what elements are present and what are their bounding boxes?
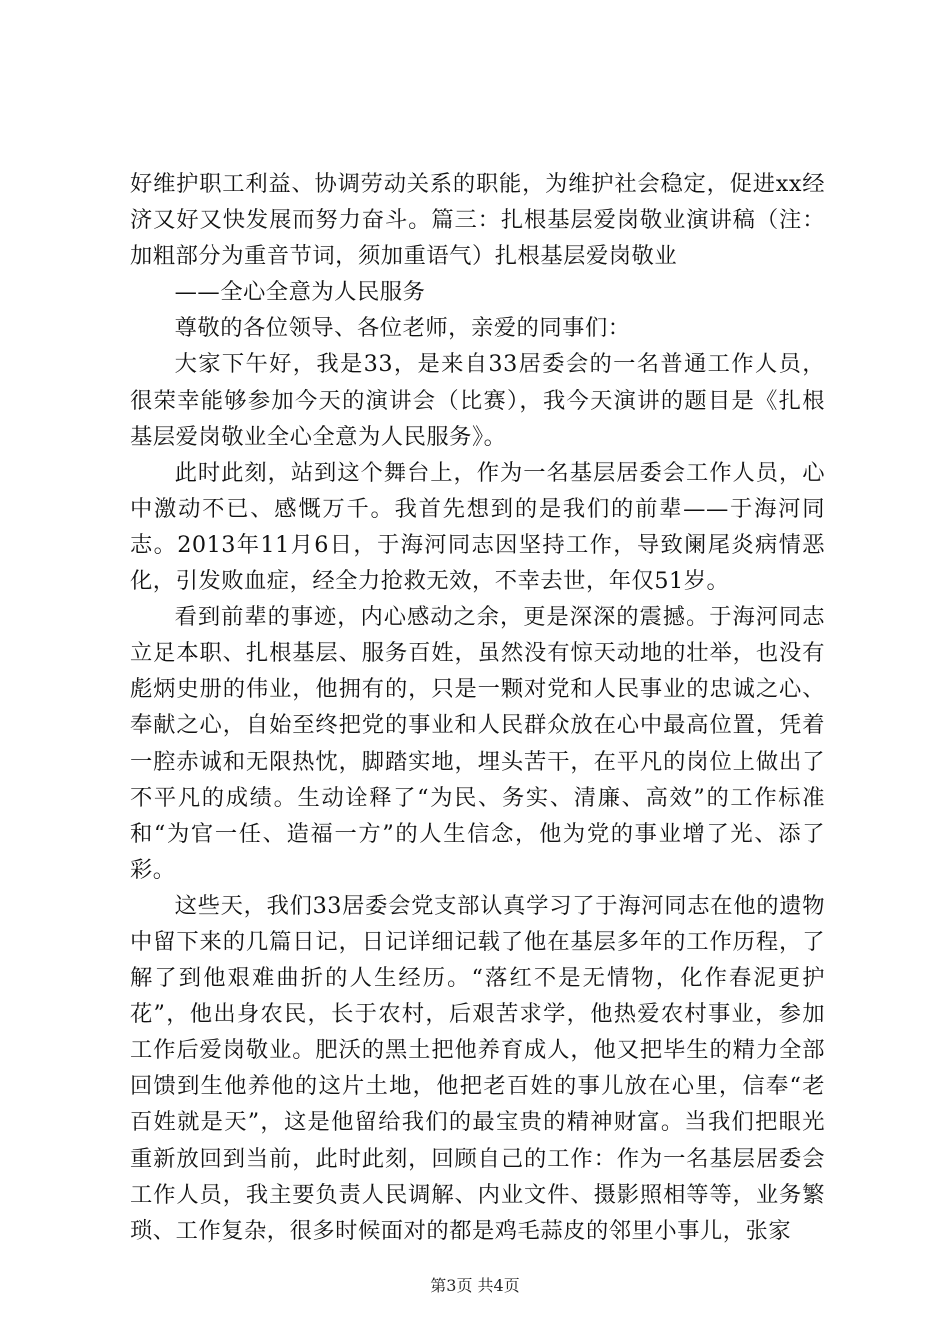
page-number-footer: 第3页 共4页 [430, 1276, 520, 1295]
paragraph: 此时此刻，站到这个舞台上，作为一名基层居委会工作人员，心中激动不已、感慨万千。我首先想到的是我们的前辈——于海河同志。2013年11月6日，于海河同志因坚持工作，导致阑尾炎病情恶化，引发败血症，经全力抢救无效，不幸去世，年仅51岁。 [130, 459, 825, 595]
paragraph: 这些天，我们33居委会党支部认真学习了于海河同志在他的遗物中留下来的几篇日记，日记详细记载了他在基层多年的工作历程，了解了到他艰难曲折的人生经历。“落红不是无情物，化作春泥更护花”，他出身农民，长于农村，后艰苦求学，他热爱农村事业，参加工作后爱岗敬业。肥沃的黑土把他养育成人，他又把毕生的精力全部回馈到生他养他的这片土地，他把老百姓的事儿放在心里，信奉“老百姓就是天”，这是他留给我们的最宝贵的精神财富。当我们把眼光重新放回到当前，此时此刻，回顾自己的工作：作为一名基层居委会工作人员，我主要负责人民调解、内业文件、摄影照相等等，业务繁琐、工作复杂，很多时候面对的都是鸡毛蒜皮的邻里小事儿，张家 [130, 892, 825, 1244]
paragraph: ——全心全意为人民服务 [174, 279, 426, 306]
paragraph: 好维护职工利益、协调劳动关系的职能，为维护社会稳定，促进xx经济又好又快发展而努力奋斗。篇三：扎根基层爱岗敬业演讲稿（注：加粗部分为重音节词，须加重语气）扎根基层爱岗敬业 [130, 171, 825, 270]
paragraph: 大家下午好，我是33，是来自33居委会的一名普通工作人员，很荣幸能够参加今天的演讲会（比赛），我今天演讲的题目是《扎根基层爱岗敬业全心全意为人民服务》。 [130, 351, 825, 450]
paragraph: 看到前辈的事迹，内心感动之余，更是深深的震撼。于海河同志立足本职、扎根基层、服务百姓，虽然没有惊天动地的壮举，也没有彪炳史册的伟业，他拥有的，只是一颗对党和人民事业的忠诚之心、奉献之心，自始至终把党的事业和人民群众放在心中最高位置，凭着一腔赤诚和无限热忱，脚踏实地，埋头苦干，在平凡的岗位上做出了不平凡的成绩。生动诠释了“为民、务实、清廉、高效”的工作标准和“为官一任、造福一方”的人生信念，他为党的事业增了光、添了彩。 [130, 604, 825, 883]
paragraph: 尊敬的各位领导、各位老师，亲爱的同事们： [174, 315, 631, 342]
document-body [130, 166, 825, 1249]
